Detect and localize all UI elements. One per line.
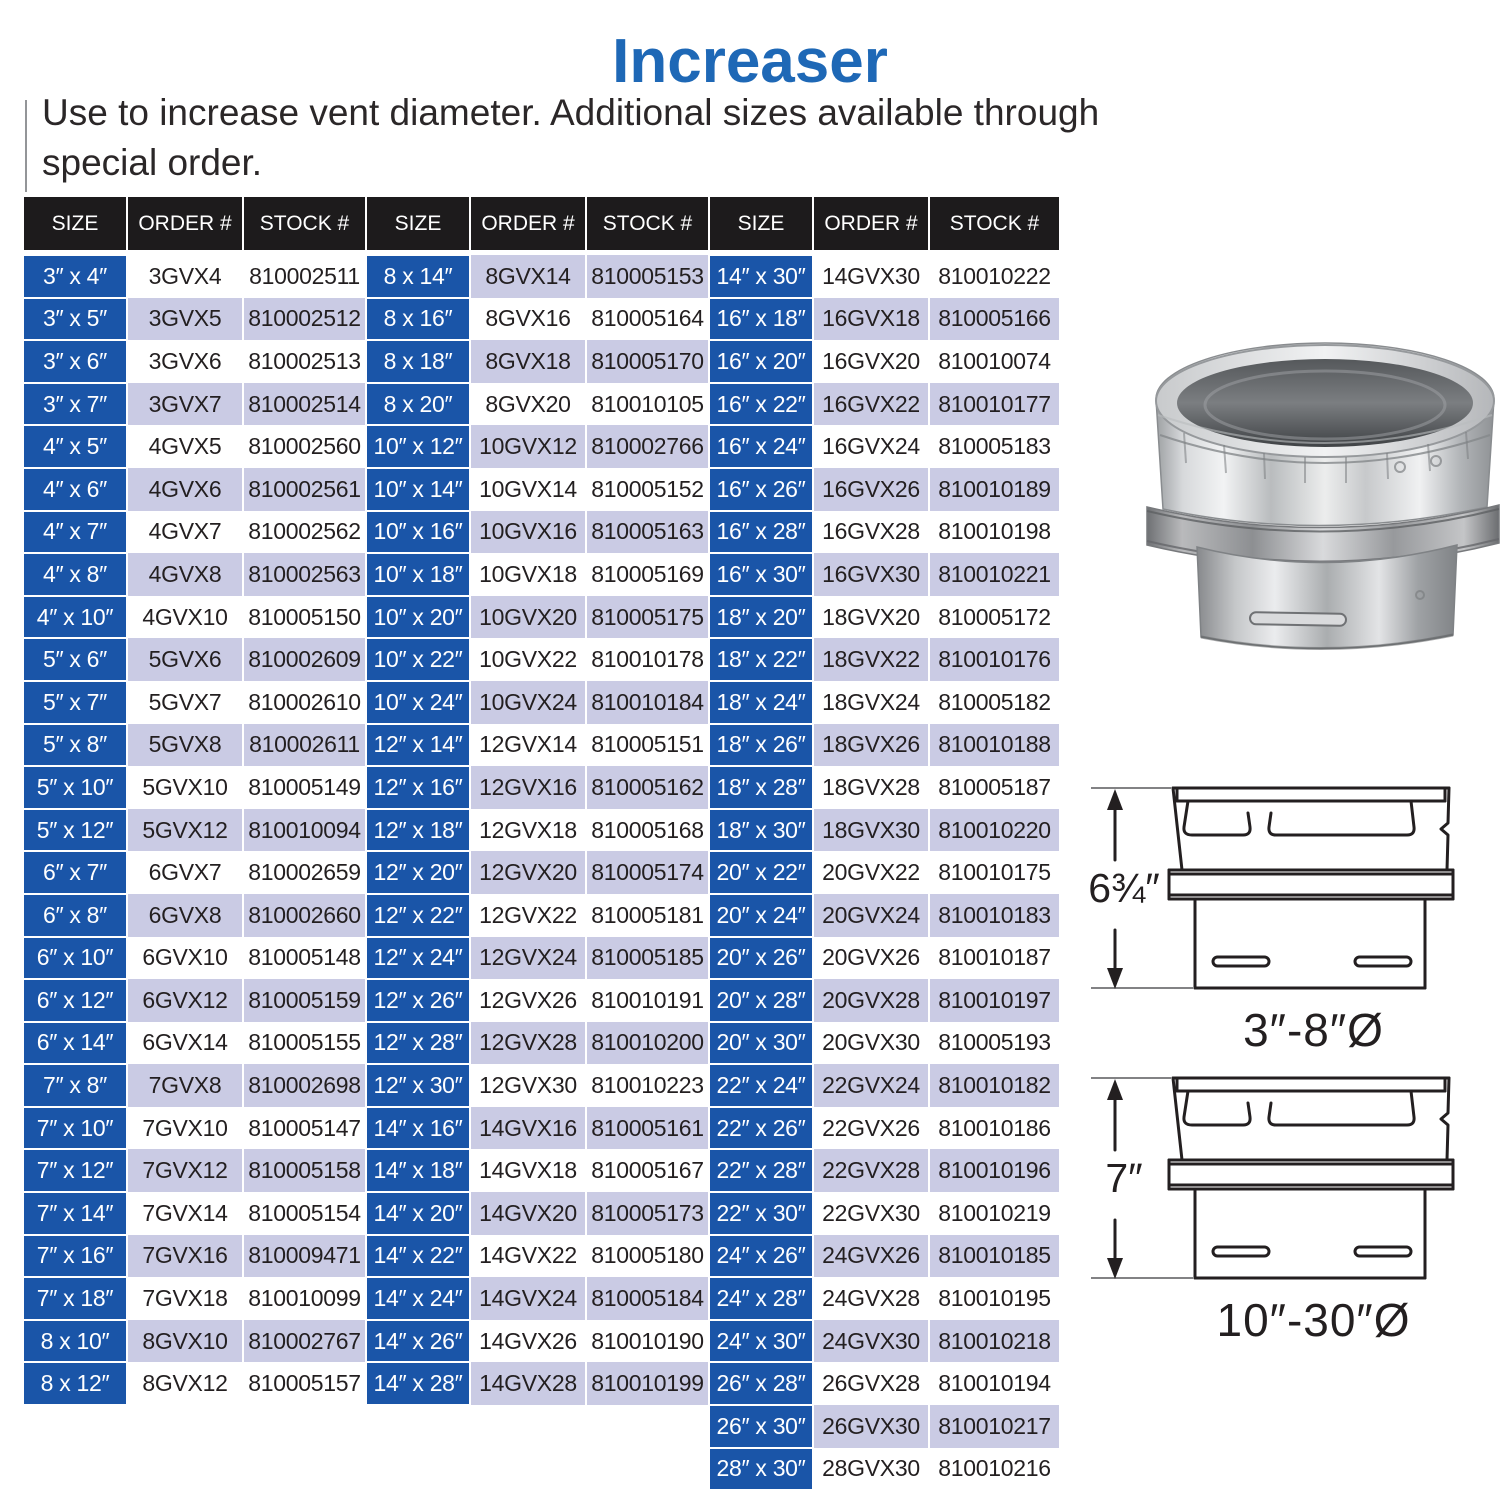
order-cell: 7GVX10 xyxy=(127,1107,243,1150)
size-cell: 7″ x 14″ xyxy=(23,1192,127,1235)
stock-cell: 810005148 xyxy=(243,937,366,980)
stock-cell: 810005151 xyxy=(586,724,709,767)
size-cell: 7″ x 16″ xyxy=(23,1235,127,1278)
order-cell: 12GVX22 xyxy=(470,894,586,937)
stock-cell: 810010182 xyxy=(929,1064,1060,1107)
stock-cell: 810002511 xyxy=(243,255,366,298)
stock-cell: 810002766 xyxy=(586,425,709,468)
order-cell: 18GVX28 xyxy=(813,766,929,809)
order-cell: 20GVX30 xyxy=(813,1022,929,1065)
stock-cell: 810005159 xyxy=(243,979,366,1022)
size-cell: 4″ x 6″ xyxy=(23,468,127,511)
order-cell: 18GVX20 xyxy=(813,596,929,639)
stock-cell: 810010218 xyxy=(929,1320,1060,1363)
stock-cell: 810010105 xyxy=(586,383,709,426)
size-cell: 10″ x 18″ xyxy=(366,553,470,596)
size-cell: 10″ x 22″ xyxy=(366,638,470,681)
size-cell: 16″ x 18″ xyxy=(709,298,813,341)
size-cell: 20″ x 30″ xyxy=(709,1022,813,1065)
size-cell: 10″ x 14″ xyxy=(366,468,470,511)
header-order-number: ORDER # xyxy=(470,196,586,251)
order-cell: 14GVX18 xyxy=(470,1149,586,1192)
order-cell: 16GVX28 xyxy=(813,511,929,554)
stock-cell: 810009471 xyxy=(243,1235,366,1278)
size-cell: 14″ x 20″ xyxy=(366,1192,470,1235)
size-cell: 18″ x 20″ xyxy=(709,596,813,639)
order-cell: 28GVX30 xyxy=(813,1448,929,1491)
order-cell: 18GVX26 xyxy=(813,724,929,767)
size-cell: 16″ x 26″ xyxy=(709,468,813,511)
size-cell: 20″ x 24″ xyxy=(709,894,813,937)
stock-cell: 810010176 xyxy=(929,638,1060,681)
order-cell: 6GVX10 xyxy=(127,937,243,980)
size-cell: 14″ x 22″ xyxy=(366,1235,470,1278)
stock-cell: 810010220 xyxy=(929,809,1060,852)
stock-cell: 810005162 xyxy=(586,766,709,809)
size-cell: 16″ x 28″ xyxy=(709,511,813,554)
size-cell: 22″ x 28″ xyxy=(709,1149,813,1192)
stock-cell: 810002767 xyxy=(243,1320,366,1363)
stock-cell: 810005182 xyxy=(929,681,1060,724)
order-cell: 20GVX28 xyxy=(813,979,929,1022)
order-cell: 20GVX24 xyxy=(813,894,929,937)
size-cell: 28″ x 30″ xyxy=(709,1448,813,1491)
order-cell: 3GVX5 xyxy=(127,298,243,341)
stock-cell: 810005155 xyxy=(243,1022,366,1065)
order-cell: 4GVX7 xyxy=(127,511,243,554)
diagram-large-sizes xyxy=(1085,1073,1500,1348)
stock-cell: 810010195 xyxy=(929,1277,1060,1320)
diameter-range-caption: 10″-30″Ø xyxy=(1216,1294,1411,1346)
diagram-small-sizes xyxy=(1085,783,1500,1058)
size-cell: 10″ x 20″ xyxy=(366,596,470,639)
size-cell: 8 x 18″ xyxy=(366,340,470,383)
stock-cell: 810002698 xyxy=(243,1064,366,1107)
order-cell: 12GVX18 xyxy=(470,809,586,852)
stock-cell: 810005187 xyxy=(929,766,1060,809)
stock-cell: 810010216 xyxy=(929,1448,1060,1491)
stock-cell: 810010099 xyxy=(243,1277,366,1320)
size-cell: 8 x 20″ xyxy=(366,383,470,426)
order-cell: 10GVX16 xyxy=(470,511,586,554)
stock-cell: 810002561 xyxy=(243,468,366,511)
stock-cell: 810010177 xyxy=(929,383,1060,426)
order-cell: 5GVX7 xyxy=(127,681,243,724)
stock-cell: 810005170 xyxy=(586,340,709,383)
stock-cell: 810005180 xyxy=(586,1235,709,1278)
order-cell: 8GVX16 xyxy=(470,298,586,341)
header-size: SIZE xyxy=(709,196,813,251)
order-cell: 14GVX28 xyxy=(470,1362,586,1405)
order-cell: 16GVX24 xyxy=(813,425,929,468)
size-cell: 24″ x 26″ xyxy=(709,1235,813,1278)
stock-cell: 810010094 xyxy=(243,809,366,852)
order-cell: 22GVX28 xyxy=(813,1149,929,1192)
order-cell: 20GVX26 xyxy=(813,937,929,980)
stock-cell: 810002514 xyxy=(243,383,366,426)
stock-cell: 810005183 xyxy=(929,425,1060,468)
stock-cell: 810002610 xyxy=(243,681,366,724)
order-cell: 12GVX20 xyxy=(470,851,586,894)
order-cell: 7GVX18 xyxy=(127,1277,243,1320)
stock-cell: 810010186 xyxy=(929,1107,1060,1150)
stock-cell: 810010178 xyxy=(586,638,709,681)
order-cell: 16GVX30 xyxy=(813,553,929,596)
header-size: SIZE xyxy=(23,196,127,251)
order-cell: 6GVX7 xyxy=(127,851,243,894)
size-cell: 12″ x 24″ xyxy=(366,937,470,980)
stock-cell: 810010074 xyxy=(929,340,1060,383)
size-cell: 12″ x 20″ xyxy=(366,851,470,894)
order-cell: 18GVX24 xyxy=(813,681,929,724)
intro-description xyxy=(42,88,1099,188)
size-cell: 14″ x 30″ xyxy=(709,255,813,298)
stock-cell: 810010175 xyxy=(929,851,1060,894)
order-cell: 16GVX22 xyxy=(813,383,929,426)
stock-cell: 810005185 xyxy=(586,937,709,980)
order-cell: 8GVX18 xyxy=(470,340,586,383)
stock-cell: 810005158 xyxy=(243,1149,366,1192)
order-cell: 16GVX18 xyxy=(813,298,929,341)
order-cell: 12GVX14 xyxy=(470,724,586,767)
order-cell: 14GVX16 xyxy=(470,1107,586,1150)
size-cell: 16″ x 30″ xyxy=(709,553,813,596)
diameter-range-caption: 3″-8″Ø xyxy=(1243,1004,1384,1056)
stock-cell: 810005163 xyxy=(586,511,709,554)
size-cell: 16″ x 22″ xyxy=(709,383,813,426)
size-cell: 12″ x 18″ xyxy=(366,809,470,852)
stock-cell: 810002513 xyxy=(243,340,366,383)
order-cell: 10GVX24 xyxy=(470,681,586,724)
size-cell: 12″ x 16″ xyxy=(366,766,470,809)
order-cell: 5GVX10 xyxy=(127,766,243,809)
order-cell: 4GVX6 xyxy=(127,468,243,511)
order-cell: 22GVX30 xyxy=(813,1192,929,1235)
size-cell: 10″ x 12″ xyxy=(366,425,470,468)
order-cell: 14GVX24 xyxy=(470,1277,586,1320)
stock-cell: 810005181 xyxy=(586,894,709,937)
intro-line-1: Use to increase vent diameter. Additional sizes available through xyxy=(42,92,1100,133)
intro-left-rule xyxy=(25,100,27,192)
size-cell: 18″ x 28″ xyxy=(709,766,813,809)
stock-cell: 810005150 xyxy=(243,596,366,639)
order-cell: 8GVX12 xyxy=(127,1362,243,1405)
size-cell: 8 x 10″ xyxy=(23,1320,127,1363)
stock-cell: 810010221 xyxy=(929,553,1060,596)
stock-cell: 810010200 xyxy=(586,1022,709,1065)
order-cell: 6GVX8 xyxy=(127,894,243,937)
order-cell: 6GVX12 xyxy=(127,979,243,1022)
order-cell: 12GVX30 xyxy=(470,1064,586,1107)
order-cell: 5GVX6 xyxy=(127,638,243,681)
order-cell: 4GVX5 xyxy=(127,425,243,468)
size-cell: 7″ x 12″ xyxy=(23,1149,127,1192)
size-cell: 4″ x 10″ xyxy=(23,596,127,639)
order-cell: 7GVX14 xyxy=(127,1192,243,1235)
stock-cell: 810010185 xyxy=(929,1235,1060,1278)
size-cell: 18″ x 24″ xyxy=(709,681,813,724)
order-cell: 10GVX22 xyxy=(470,638,586,681)
stock-cell: 810002562 xyxy=(243,511,366,554)
order-cell: 12GVX24 xyxy=(470,937,586,980)
stock-cell: 810002560 xyxy=(243,425,366,468)
size-cell: 24″ x 30″ xyxy=(709,1320,813,1363)
size-cell: 14″ x 18″ xyxy=(366,1149,470,1192)
header-order-number: ORDER # xyxy=(127,196,243,251)
size-cell: 18″ x 22″ xyxy=(709,638,813,681)
stock-cell: 810005193 xyxy=(929,1022,1060,1065)
size-cell: 5″ x 6″ xyxy=(23,638,127,681)
size-cell: 26″ x 30″ xyxy=(709,1405,813,1448)
size-cell: 22″ x 26″ xyxy=(709,1107,813,1150)
order-cell: 4GVX10 xyxy=(127,596,243,639)
stock-cell: 810010188 xyxy=(929,724,1060,767)
order-cell: 24GVX28 xyxy=(813,1277,929,1320)
size-cell: 4″ x 7″ xyxy=(23,511,127,554)
order-cell: 12GVX28 xyxy=(470,1022,586,1065)
order-cell: 6GVX14 xyxy=(127,1022,243,1065)
order-cell: 22GVX26 xyxy=(813,1107,929,1150)
size-cell: 24″ x 28″ xyxy=(709,1277,813,1320)
size-cell: 14″ x 24″ xyxy=(366,1277,470,1320)
stock-cell: 810010190 xyxy=(586,1320,709,1363)
size-cell: 8 x 14″ xyxy=(366,255,470,298)
size-cell: 6″ x 8″ xyxy=(23,894,127,937)
stock-cell: 810010183 xyxy=(929,894,1060,937)
stock-cell: 810010191 xyxy=(586,979,709,1022)
page-title: Increaser xyxy=(612,27,888,96)
stock-cell: 810002609 xyxy=(243,638,366,681)
size-cell: 16″ x 24″ xyxy=(709,425,813,468)
size-cell: 3″ x 4″ xyxy=(23,255,127,298)
order-cell: 8GVX14 xyxy=(470,255,586,298)
size-cell: 18″ x 30″ xyxy=(709,809,813,852)
order-cell: 7GVX8 xyxy=(127,1064,243,1107)
order-cell: 7GVX16 xyxy=(127,1235,243,1278)
stock-cell: 810005152 xyxy=(586,468,709,511)
size-cell: 5″ x 8″ xyxy=(23,724,127,767)
stock-cell: 810002611 xyxy=(243,724,366,767)
order-cell: 8GVX20 xyxy=(470,383,586,426)
size-cell: 14″ x 26″ xyxy=(366,1320,470,1363)
stock-cell: 810010217 xyxy=(929,1405,1060,1448)
stock-cell: 810010196 xyxy=(929,1149,1060,1192)
size-cell: 5″ x 12″ xyxy=(23,809,127,852)
size-cell: 26″ x 28″ xyxy=(709,1362,813,1405)
header-stock-number: STOCK # xyxy=(929,196,1060,251)
stock-cell: 810005147 xyxy=(243,1107,366,1150)
order-cell: 18GVX30 xyxy=(813,809,929,852)
stock-cell: 810010219 xyxy=(929,1192,1060,1235)
size-cell: 22″ x 24″ xyxy=(709,1064,813,1107)
header-size: SIZE xyxy=(366,196,470,251)
size-cell: 10″ x 16″ xyxy=(366,511,470,554)
stock-cell: 810010198 xyxy=(929,511,1060,554)
order-cell: 22GVX24 xyxy=(813,1064,929,1107)
order-cell: 8GVX10 xyxy=(127,1320,243,1363)
height-dimension-label: 7″ xyxy=(1105,1155,1143,1201)
order-cell: 14GVX30 xyxy=(813,255,929,298)
order-cell: 10GVX14 xyxy=(470,468,586,511)
stock-cell: 810005172 xyxy=(929,596,1060,639)
size-cell: 6″ x 12″ xyxy=(23,979,127,1022)
size-cell: 7″ x 18″ xyxy=(23,1277,127,1320)
order-cell: 14GVX22 xyxy=(470,1235,586,1278)
stock-cell: 810005168 xyxy=(586,809,709,852)
order-cell: 4GVX8 xyxy=(127,553,243,596)
size-cell: 22″ x 30″ xyxy=(709,1192,813,1235)
size-cell: 14″ x 16″ xyxy=(366,1107,470,1150)
order-cell: 26GVX30 xyxy=(813,1405,929,1448)
stock-cell: 810010187 xyxy=(929,937,1060,980)
order-cell: 5GVX12 xyxy=(127,809,243,852)
header-stock-number: STOCK # xyxy=(586,196,709,251)
size-cell: 20″ x 28″ xyxy=(709,979,813,1022)
size-cell: 14″ x 28″ xyxy=(366,1362,470,1405)
size-cell: 3″ x 6″ xyxy=(23,340,127,383)
order-cell: 14GVX26 xyxy=(470,1320,586,1363)
size-cell: 6″ x 7″ xyxy=(23,851,127,894)
size-cell: 4″ x 5″ xyxy=(23,425,127,468)
order-cell: 10GVX20 xyxy=(470,596,586,639)
order-cell: 16GVX20 xyxy=(813,340,929,383)
header-order-number: ORDER # xyxy=(813,196,929,251)
size-cell: 18″ x 26″ xyxy=(709,724,813,767)
size-cell: 6″ x 14″ xyxy=(23,1022,127,1065)
stock-cell: 810005157 xyxy=(243,1362,366,1405)
size-cell: 8 x 16″ xyxy=(366,298,470,341)
order-cell: 24GVX26 xyxy=(813,1235,929,1278)
stock-cell: 810005184 xyxy=(586,1277,709,1320)
size-cell: 5″ x 10″ xyxy=(23,766,127,809)
stock-cell: 810005161 xyxy=(586,1107,709,1150)
stock-cell: 810010184 xyxy=(586,681,709,724)
size-cell: 6″ x 10″ xyxy=(23,937,127,980)
order-cell: 3GVX4 xyxy=(127,255,243,298)
order-cell: 14GVX20 xyxy=(470,1192,586,1235)
size-cell: 5″ x 7″ xyxy=(23,681,127,724)
order-cell: 7GVX12 xyxy=(127,1149,243,1192)
size-cell: 12″ x 28″ xyxy=(366,1022,470,1065)
order-cell: 26GVX28 xyxy=(813,1362,929,1405)
order-cell: 20GVX22 xyxy=(813,851,929,894)
stock-cell: 810005169 xyxy=(586,553,709,596)
header-stock-number: STOCK # xyxy=(243,196,366,251)
stock-cell: 810005166 xyxy=(929,298,1060,341)
order-cell: 12GVX16 xyxy=(470,766,586,809)
order-cell: 3GVX6 xyxy=(127,340,243,383)
stock-cell: 810010199 xyxy=(586,1362,709,1405)
stock-cell: 810010189 xyxy=(929,468,1060,511)
stock-cell: 810002563 xyxy=(243,553,366,596)
stock-cell: 810002659 xyxy=(243,851,366,894)
stock-cell: 810005164 xyxy=(586,298,709,341)
size-cell: 3″ x 5″ xyxy=(23,298,127,341)
stock-cell: 810005175 xyxy=(586,596,709,639)
size-cell: 8 x 12″ xyxy=(23,1362,127,1405)
size-cell: 10″ x 24″ xyxy=(366,681,470,724)
size-cell: 16″ x 20″ xyxy=(709,340,813,383)
order-cell: 18GVX22 xyxy=(813,638,929,681)
stock-cell: 810005174 xyxy=(586,851,709,894)
size-cell: 3″ x 7″ xyxy=(23,383,127,426)
size-cell: 12″ x 26″ xyxy=(366,979,470,1022)
order-cell: 3GVX7 xyxy=(127,383,243,426)
stock-cell: 810005173 xyxy=(586,1192,709,1235)
stock-cell: 810010223 xyxy=(586,1064,709,1107)
size-cell: 7″ x 8″ xyxy=(23,1064,127,1107)
product-photo xyxy=(1100,295,1500,655)
stock-cell: 810005154 xyxy=(243,1192,366,1235)
size-cell: 12″ x 14″ xyxy=(366,724,470,767)
stock-cell: 810005149 xyxy=(243,766,366,809)
order-cell: 10GVX18 xyxy=(470,553,586,596)
stock-cell: 810002512 xyxy=(243,298,366,341)
size-cell: 12″ x 22″ xyxy=(366,894,470,937)
order-cell: 16GVX26 xyxy=(813,468,929,511)
size-cell: 12″ x 30″ xyxy=(366,1064,470,1107)
size-cell: 20″ x 26″ xyxy=(709,937,813,980)
size-cell: 4″ x 8″ xyxy=(23,553,127,596)
order-cell: 5GVX8 xyxy=(127,724,243,767)
size-cell: 7″ x 10″ xyxy=(23,1107,127,1150)
stock-cell: 810010194 xyxy=(929,1362,1060,1405)
stock-cell: 810005167 xyxy=(586,1149,709,1192)
order-cell: 12GVX26 xyxy=(470,979,586,1022)
parts-table-header xyxy=(23,196,1060,251)
stock-cell: 810005153 xyxy=(586,255,709,298)
parts-table-body xyxy=(23,255,1060,1490)
stock-cell: 810002660 xyxy=(243,894,366,937)
size-cell: 20″ x 22″ xyxy=(709,851,813,894)
intro-line-2: special order. xyxy=(42,142,263,183)
stock-cell: 810010222 xyxy=(929,255,1060,298)
order-cell: 24GVX30 xyxy=(813,1320,929,1363)
order-cell: 10GVX12 xyxy=(470,425,586,468)
height-dimension-label: 6¾″ xyxy=(1088,865,1160,911)
stock-cell: 810010197 xyxy=(929,979,1060,1022)
